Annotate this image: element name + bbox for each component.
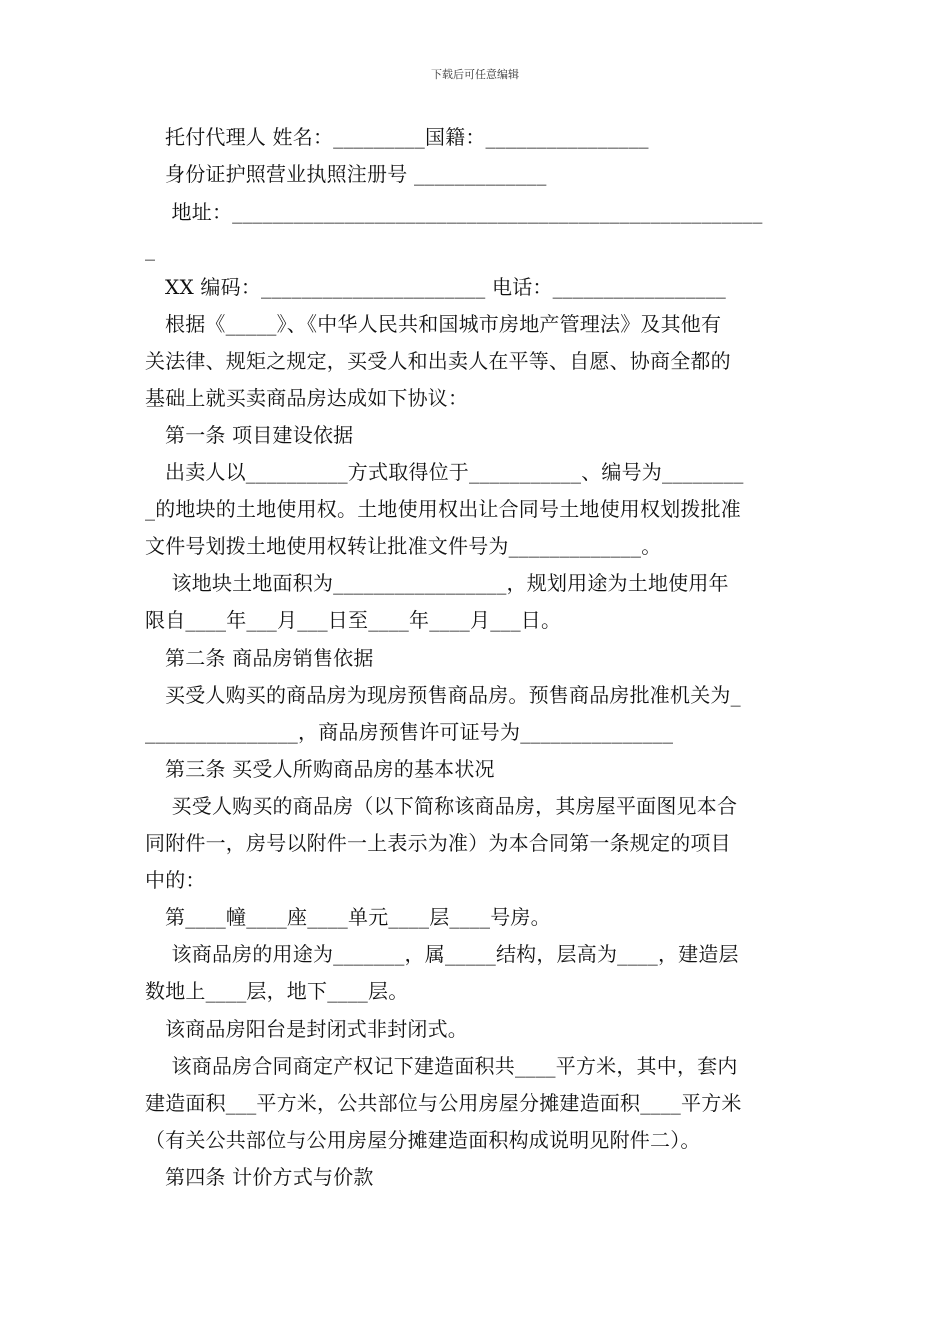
- article-4-heading: 第四条 计价方式与价款: [165, 1165, 374, 1189]
- paragraph-line: 出卖人以__________方式取得位于___________、编号为________: [165, 460, 744, 484]
- paragraph-line: 关法律、规矩之规定，买受人和出卖人在平等、自愿、协商全都的: [145, 349, 731, 373]
- paragraph-line: 数地上____层，地下____层。: [145, 979, 409, 1003]
- paragraph-line: 建造面积___平方米，公共部位与公用房屋分摊建造面积____平方米: [145, 1091, 742, 1115]
- address-line: 地址：____________________________________________________: [165, 200, 763, 224]
- article-1-heading: 第一条 项目建设依据: [165, 423, 354, 447]
- postcode-phone-line: XX 编码：______________________ 电话：_________________: [165, 275, 726, 299]
- paragraph-line: 文件号划拨土地使用权转让批准文件号为_____________。: [145, 534, 662, 558]
- paragraph-line: 该商品房合同商定产权记下建造面积共____平方米，其中，套内: [165, 1054, 738, 1078]
- paragraph-line: 该商品房阳台是封闭式非封闭式。: [165, 1017, 468, 1041]
- paragraph-line: 买受人购买的商品房（以下简称该商品房，其房屋平面图见本合: [165, 794, 738, 818]
- agent-name-line: 托付代理人 姓名：_________国籍：________________: [165, 125, 649, 149]
- paragraph-line: 根据《_____》、《中华人民共和国城市房地产管理法》及其他有: [165, 312, 722, 336]
- paragraph-line: （有关公共部位与公用房屋分摊建造面积构成说明见附件二）。: [145, 1128, 701, 1152]
- paragraph-line: _______________，商品房预售许可证号为_______________: [145, 720, 674, 744]
- paragraph-line: 第____幢____座____单元____层____号房。: [165, 905, 551, 929]
- article-3-heading: 第三条 买受人所购商品房的基本状况: [165, 757, 495, 781]
- paragraph-line: 该商品房的用途为_______，属_____结构，层高为____，建造层: [165, 942, 739, 966]
- id-number-line: 身份证护照营业执照注册号 _____________: [165, 162, 547, 186]
- page-header-note: 下载后可任意编辑: [431, 68, 519, 81]
- paragraph-line: 同附件一，房号以附件一上表示为准）为本合同第一条规定的项目: [145, 831, 731, 855]
- paragraph-line: _的地块的土地使用权。土地使用权出让合同号土地使用权划拨批准: [145, 497, 741, 521]
- paragraph-line: 该地块土地面积为_________________，规划用途为土地使用年: [165, 571, 729, 595]
- address-line-continued: _: [145, 237, 156, 261]
- paragraph-line: 基础上就买卖商品房达成如下协议：: [145, 386, 469, 410]
- article-2-heading: 第二条 商品房销售依据: [165, 646, 374, 670]
- paragraph-line: 限自____年___月___日至____年____月___日。: [145, 608, 562, 632]
- paragraph-line: 中的：: [145, 868, 206, 892]
- paragraph-line: 买受人购买的商品房为现房预售商品房。预售商品房批准机关为_: [165, 683, 741, 707]
